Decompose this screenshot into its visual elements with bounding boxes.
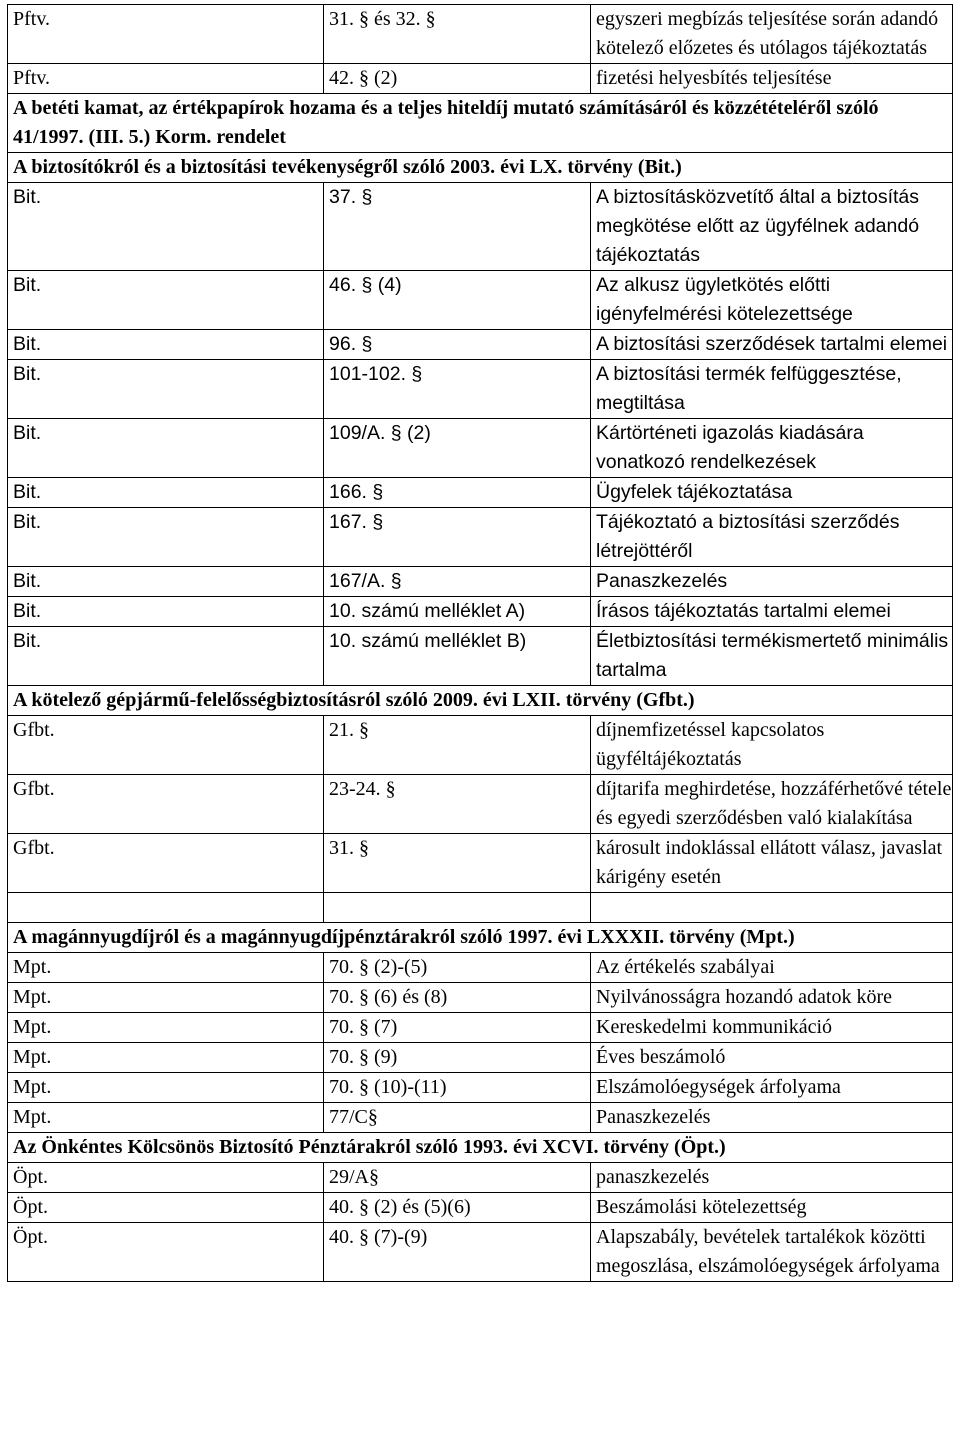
table-row bbox=[8, 1193, 953, 1223]
table-row bbox=[8, 5, 953, 64]
law-abbreviation-cell: Bit. bbox=[8, 597, 324, 627]
empty-row bbox=[8, 893, 953, 923]
table-row bbox=[8, 1163, 953, 1193]
description-cell: egyszeri megbízás teljesítése során adandó kötelező előzetes és utólagos tájékoztatás bbox=[591, 5, 953, 64]
law-abbreviation-cell: Mpt. bbox=[8, 953, 324, 983]
description-cell: Az értékelés szabályai bbox=[591, 953, 953, 983]
table-row bbox=[8, 271, 953, 330]
legal-reference-table bbox=[7, 4, 953, 1282]
description-cell: Írásos tájékoztatás tartalmi elemei bbox=[591, 597, 953, 627]
section-reference-cell: 109/A. § (2) bbox=[324, 419, 591, 478]
description-cell: károsult indoklással ellátott válasz, javaslat kárigény esetén bbox=[591, 834, 953, 893]
law-abbreviation-cell: Mpt. bbox=[8, 1043, 324, 1073]
section-heading-row bbox=[8, 94, 953, 153]
law-abbreviation-cell: Gfbt. bbox=[8, 716, 324, 775]
section-reference-cell: 70. § (9) bbox=[324, 1043, 591, 1073]
table-row bbox=[8, 627, 953, 686]
table-row bbox=[8, 183, 953, 271]
law-abbreviation-cell: Mpt. bbox=[8, 1103, 324, 1133]
law-abbreviation-cell: Öpt. bbox=[8, 1193, 324, 1223]
section-heading-row bbox=[8, 153, 953, 183]
section-heading-row bbox=[8, 923, 953, 953]
table-row bbox=[8, 360, 953, 419]
law-abbreviation-cell: Öpt. bbox=[8, 1223, 324, 1282]
table-row bbox=[8, 64, 953, 94]
section-heading-row bbox=[8, 1133, 953, 1163]
description-cell: Ügyfelek tájékoztatása bbox=[591, 478, 953, 508]
law-abbreviation-cell: Pftv. bbox=[8, 64, 324, 94]
description-cell: Elszámolóegységek árfolyama bbox=[591, 1073, 953, 1103]
section-reference-cell: 10. számú melléklet A) bbox=[324, 597, 591, 627]
description-cell: Életbiztosítási termékismertető minimális tartalma bbox=[591, 627, 953, 686]
description-cell: A biztosítási termék felfüggesztése, megtiltása bbox=[591, 360, 953, 419]
section-heading: A betéti kamat, az értékpapírok hozama és a teljes hiteldíj mutató számításáról és közzétételéről szóló 41/1997. (III. 5.) Korm. rendelet bbox=[8, 94, 953, 153]
description-cell: A biztosításközvetítő által a biztosítás megkötése előtt az ügyfélnek adandó tájékoztatás bbox=[591, 183, 953, 271]
table-row bbox=[8, 1043, 953, 1073]
description-cell: Alapszabály, bevételek tartalékok közötti megoszlása, elszámolóegységek árfolyama bbox=[591, 1223, 953, 1282]
section-reference-cell: 23-24. § bbox=[324, 775, 591, 834]
section-reference-cell: 70. § (6) és (8) bbox=[324, 983, 591, 1013]
description-cell: Beszámolási kötelezettség bbox=[591, 1193, 953, 1223]
description-cell: Panaszkezelés bbox=[591, 1103, 953, 1133]
description-cell: Kereskedelmi kommunikáció bbox=[591, 1013, 953, 1043]
description-cell: Éves beszámoló bbox=[591, 1043, 953, 1073]
law-abbreviation-cell: Bit. bbox=[8, 478, 324, 508]
empty-cell bbox=[8, 893, 324, 923]
section-reference-cell: 166. § bbox=[324, 478, 591, 508]
law-abbreviation-cell: Bit. bbox=[8, 183, 324, 271]
description-cell: Tájékoztató a biztosítási szerződés létrejöttéről bbox=[591, 508, 953, 567]
section-reference-cell: 101-102. § bbox=[324, 360, 591, 419]
law-abbreviation-cell: Bit. bbox=[8, 419, 324, 478]
section-reference-cell: 31. § bbox=[324, 834, 591, 893]
table-row bbox=[8, 983, 953, 1013]
table-row bbox=[8, 1103, 953, 1133]
section-reference-cell: 46. § (4) bbox=[324, 271, 591, 330]
table-row bbox=[8, 1073, 953, 1103]
law-abbreviation-cell: Mpt. bbox=[8, 1073, 324, 1103]
section-reference-cell: 10. számú melléklet B) bbox=[324, 627, 591, 686]
section-reference-cell: 29/A§ bbox=[324, 1163, 591, 1193]
table-row bbox=[8, 508, 953, 567]
section-reference-cell: 31. § és 32. § bbox=[324, 5, 591, 64]
section-heading-row bbox=[8, 686, 953, 716]
section-heading: Az Önkéntes Kölcsönös Biztosító Pénztárakról szóló 1993. évi XCVI. törvény (Öpt.) bbox=[8, 1133, 953, 1163]
table-row bbox=[8, 597, 953, 627]
law-abbreviation-cell: Bit. bbox=[8, 627, 324, 686]
description-cell: A biztosítási szerződések tartalmi elemei bbox=[591, 330, 953, 360]
section-reference-cell: 77/C§ bbox=[324, 1103, 591, 1133]
law-abbreviation-cell: Gfbt. bbox=[8, 834, 324, 893]
description-cell: panaszkezelés bbox=[591, 1163, 953, 1193]
law-abbreviation-cell: Bit. bbox=[8, 360, 324, 419]
description-cell: díjnemfizetéssel kapcsolatos ügyféltájékoztatás bbox=[591, 716, 953, 775]
section-reference-cell: 40. § (7)-(9) bbox=[324, 1223, 591, 1282]
description-cell: díjtarifa meghirdetése, hozzáférhetővé tétele és egyedi szerződésben való kialakítása bbox=[591, 775, 953, 834]
table-row bbox=[8, 478, 953, 508]
section-reference-cell: 21. § bbox=[324, 716, 591, 775]
section-reference-cell: 167/A. § bbox=[324, 567, 591, 597]
table-row bbox=[8, 1013, 953, 1043]
law-abbreviation-cell: Bit. bbox=[8, 271, 324, 330]
table-row bbox=[8, 834, 953, 893]
section-reference-cell: 42. § (2) bbox=[324, 64, 591, 94]
table-row bbox=[8, 1223, 953, 1282]
table-row bbox=[8, 419, 953, 478]
section-reference-cell: 37. § bbox=[324, 183, 591, 271]
table-row bbox=[8, 953, 953, 983]
description-cell: fizetési helyesbítés teljesítése bbox=[591, 64, 953, 94]
table-row bbox=[8, 716, 953, 775]
description-cell: Kártörténeti igazolás kiadására vonatkozó rendelkezések bbox=[591, 419, 953, 478]
section-reference-cell: 70. § (2)-(5) bbox=[324, 953, 591, 983]
law-abbreviation-cell: Mpt. bbox=[8, 1013, 324, 1043]
description-cell: Nyilvánosságra hozandó adatok köre bbox=[591, 983, 953, 1013]
section-heading: A kötelező gépjármű-felelősségbiztosításról szóló 2009. évi LXII. törvény (Gfbt.) bbox=[8, 686, 953, 716]
law-abbreviation-cell: Pftv. bbox=[8, 5, 324, 64]
law-abbreviation-cell: Bit. bbox=[8, 330, 324, 360]
section-reference-cell: 70. § (10)-(11) bbox=[324, 1073, 591, 1103]
section-reference-cell: 70. § (7) bbox=[324, 1013, 591, 1043]
law-abbreviation-cell: Bit. bbox=[8, 567, 324, 597]
section-reference-cell: 40. § (2) és (5)(6) bbox=[324, 1193, 591, 1223]
table-row bbox=[8, 775, 953, 834]
section-heading: A biztosítókról és a biztosítási tevékenységről szóló 2003. évi LX. törvény (Bit.) bbox=[8, 153, 953, 183]
table-row bbox=[8, 567, 953, 597]
empty-cell bbox=[324, 893, 591, 923]
table-row bbox=[8, 330, 953, 360]
section-reference-cell: 96. § bbox=[324, 330, 591, 360]
description-cell: Panaszkezelés bbox=[591, 567, 953, 597]
description-cell: Az alkusz ügyletkötés előtti igényfelmérési kötelezettsége bbox=[591, 271, 953, 330]
law-abbreviation-cell: Öpt. bbox=[8, 1163, 324, 1193]
empty-cell bbox=[591, 893, 953, 923]
law-abbreviation-cell: Gfbt. bbox=[8, 775, 324, 834]
section-heading: A magánnyugdíjról és a magánnyugdíjpénztárakról szóló 1997. évi LXXXII. törvény (Mpt.) bbox=[8, 923, 953, 953]
law-abbreviation-cell: Mpt. bbox=[8, 983, 324, 1013]
section-reference-cell: 167. § bbox=[324, 508, 591, 567]
law-abbreviation-cell: Bit. bbox=[8, 508, 324, 567]
